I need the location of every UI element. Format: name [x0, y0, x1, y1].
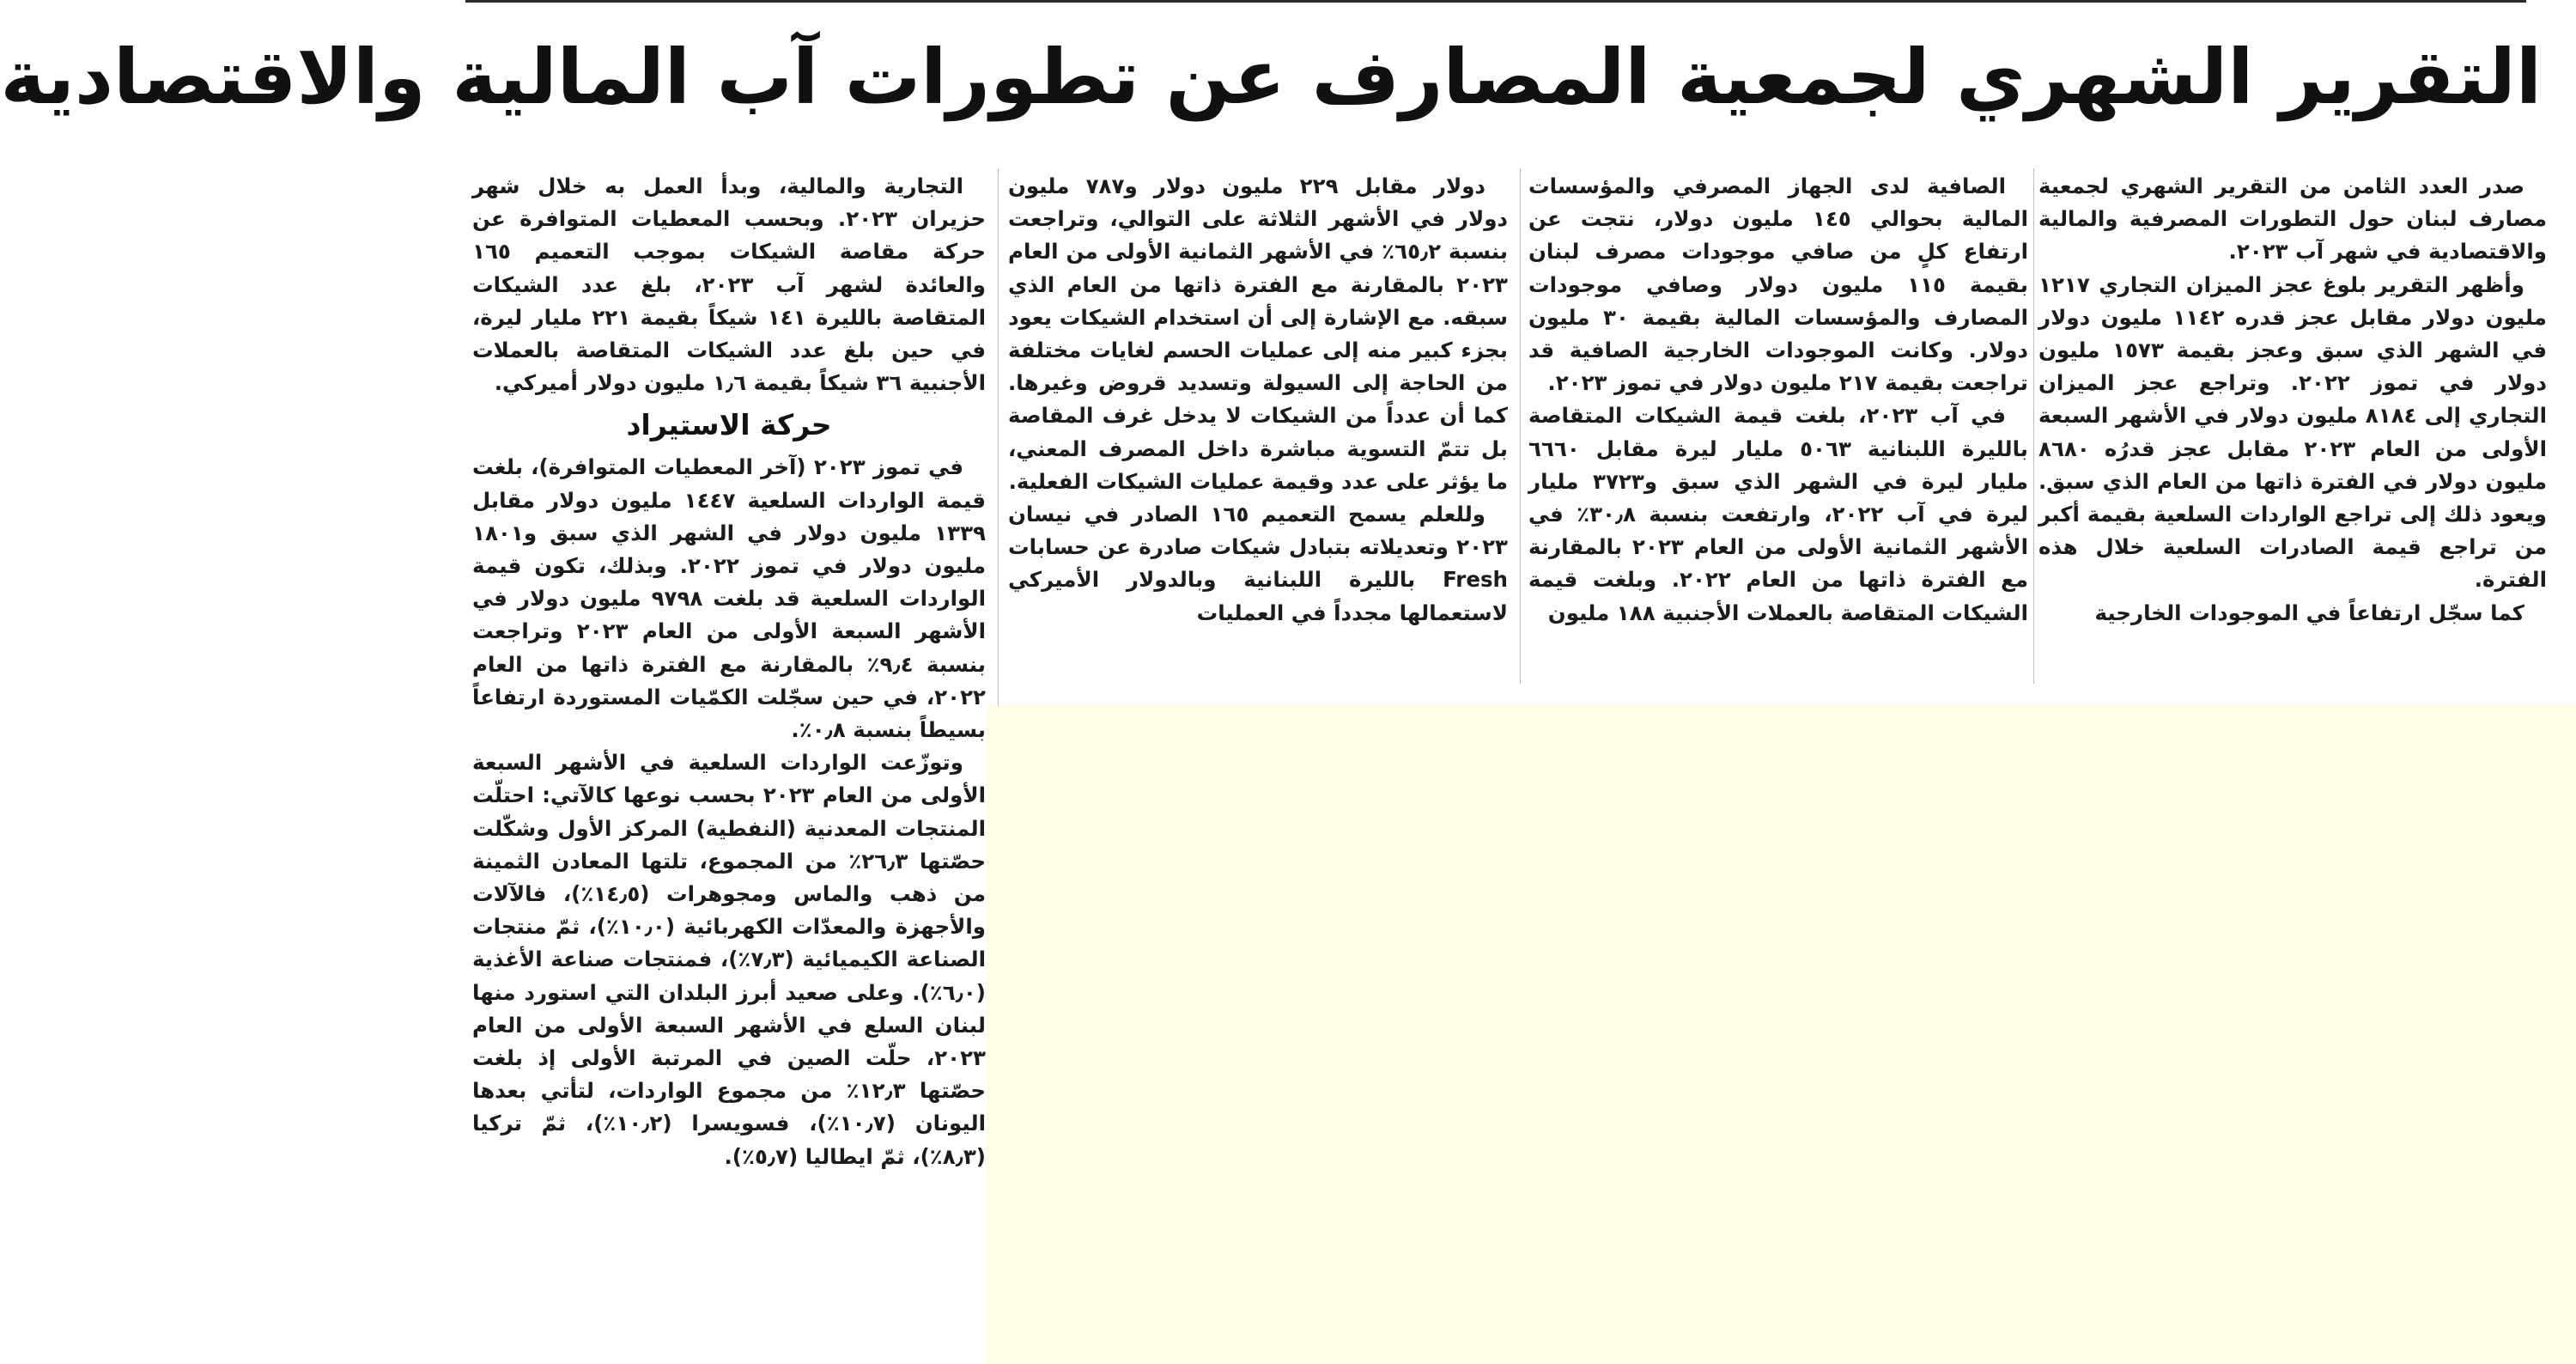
column-divider	[2033, 168, 2034, 684]
paragraph: صدر العدد الثامن من التقرير الشهري لجمعية مصارف لبنان حول التطورات المصرفية والمالية والاقتصادية في شهر آب ٢٠٢٣.	[2038, 174, 2547, 265]
article-column-3	[1008, 170, 1508, 679]
article-column-4	[472, 170, 986, 1337]
paragraph: وأظهر التقرير بلوغ عجز الميزان التجاري ١٢١٧ مليون دولار مقابل عجز قدره ١١٤٢ مليون دولار في الشهر الذي سبق وعجز بقيمة ١٥٧٣ مليون دولار في تموز ٢٠٢٢. وتراجع عجز الميزان التجاري إلى ٨١٨٤ مليون دولار في الأشهر السبعة الأولى من العام ٢٠٢٣ مقابل عجز قدرُه ٨٦٨٠ مليون دولار في الفترة ذاتها من العام الذي سبق. ويعود ذلك إلى تراجع الواردات السلعية بقيمة أكبر من تراجع قيمة الصادرات السلعية خلال هذه الفترة.	[2038, 271, 2547, 593]
paragraph: وتوزّعت الواردات السلعية في الأشهر السبعة الأولى من العام ٢٠٢٣ بحسب نوعها كالآتي: احتلّت المنتجات المعدنية (النفطية) المركز الأول وشكّلت حصّتها ٢٦٫٣٪ من المجموع، تلتها المعادن الثمينة من ذهب والماس ومجوهرات (١٤٫٥٪)، فالآلات والأجهزة والمعدّات الكهربائية (١٠٫٠٪)، ثمّ منتجات الصناعة الكيميائية (٧٫٣٪)، فمنتجات صناعة الأغذية (٦٫٠٪). وعلى صعيد أبرز البلدان التي استورد منها لبنان السلع في الأشهر السبعة الأولى من العام ٢٠٢٣، حلّت الصين في المرتبة الأولى إذ بلغت حصّتها ١٢٫٣٪ من مجموع الواردات، لتأتي بعدها اليونان (١٠٫٧٪)، فسويسرا (١٠٫٢٪)، ثمّ تركيا (٨٫٣٪)، ثمّ ايطاليا (٥٫٧٪).	[472, 750, 987, 1169]
paragraph: دولار مقابل ٢٢٩ مليون دولار و٧٨٧ مليون دولار في الأشهر الثلاثة على التوالي، وتراجعت بنسبة ٦٥٫٢٪ في الأشهر الثمانية الأولى من العام ٢٠٢٣ بالمقارنة مع الفترة ذاتها من العام الذي سبقه. مع الإشارة إلى أن استخدام الشيكات يعود بجزء كبير منه إلى عمليات الحسم لغايات مختلفة من الحاجة إلى السيولة وتسديد قروض وغيرها. كما أن عدداً من الشيكات لا يدخل غرف المقاصة بل تتمّ التسوية مباشرة داخل المصرف المعني، ما يؤثر على عدد وقيمة عمليات الشيكات الفعلية.	[1008, 174, 1508, 494]
article-column-2	[1528, 170, 2028, 679]
paragraph: في تموز ٢٠٢٣ (آخر المعطيات المتوافرة)، بلغت قيمة الواردات السلعية ١٤٤٧ مليون دولار مقابل ١٣٣٩ مليون دولار في الشهر الذي سبق و١٨٠١ مليون دولار في تموز ٢٠٢٢. وبذلك، تكون قيمة الواردات السلعية قد بلغت ٩٧٩٨ مليون دولار في الأشهر السبعة الأولى من العام ٢٠٢٣ وتراجعت بنسبة ٩٫٤٪ بالمقارنة مع الفترة ذاتها من العام ٢٠٢٢، في حين سجّلت الكمّيات المستوردة ارتفاعاً بسيطاً بنسبة ٠٫٨٪.	[472, 454, 987, 743]
headline: التقرير الشهري لجمعية المصارف عن تطورات آب المالية والاقتصادية	[0, 33, 2542, 121]
blank-area	[987, 706, 2576, 1364]
article-column-1	[2038, 170, 2547, 679]
top-rule	[465, 0, 2526, 3]
paragraph: الصافية لدى الجهاز المصرفي والمؤسسات المالية بحوالي ١٤٥ مليون دولار، نتجت عن ارتفاع كلٍ من صافي موجودات مصرف لبنان بقيمة ١١٥ مليون دولار وصافي موجودات المصارف والمؤسسات المالية بقيمة ٣٠ مليون دولار. وكانت الموجودات الخارجية الصافية قد تراجعت بقيمة ٢١٧ مليون دولار في تموز ٢٠٢٣.	[1528, 174, 2028, 396]
section-subheading: حركة الاستيراد	[626, 408, 832, 442]
column-divider	[1520, 168, 1521, 684]
paragraph: كما سجّل ارتفاعاً في الموجودات الخارجية	[2094, 600, 2524, 625]
paragraph: التجارية والمالية، وبدأ العمل به خلال شهر حزيران ٢٠٢٣. وبحسب المعطيات المتوافرة عن حركة مقاصة الشيكات بموجب التعميم ١٦٥ والعائدة لشهر آب ٢٠٢٣، بلغ عدد الشيكات المتقاصة بالليرة ١٤١ شيكاً بقيمة ٢٢١ مليار ليرة، في حين بلغ عدد الشيكات المتقاصة بالعملات الأجنبية ٣٦ شيكاً بقيمة ١٫٦ مليون دولار أميركي.	[472, 174, 986, 396]
paragraph: وللعلم يسمح التعميم ١٦٥ الصادر في نيسان ٢٠٢٣ وتعديلاته بتبادل شيكات صادرة عن حسابات Fresh بالليرة اللبنانية وبالدولار الأميركي لاستعمالها مجدداً في العمليات	[1008, 502, 1508, 625]
paragraph: في آب ٢٠٢٣، بلغت قيمة الشيكات المتقاصة بالليرة اللبنانية ٥٠٦٣ مليار ليرة مقابل ٦٦٦٠ مليار ليرة في الشهر الذي سبق و٣٧٢٣ مليار ليرة في آب ٢٠٢٢، وارتفعت بنسبة ٣٠٫٨٪ في الأشهر الثمانية الأولى من العام ٢٠٢٣ بالمقارنة مع الفترة ذاتها من العام ٢٠٢٢. وبلغت قيمة الشيكات المتقاصة بالعملات الأجنبية ١٨٨ مليون	[1528, 403, 2029, 625]
